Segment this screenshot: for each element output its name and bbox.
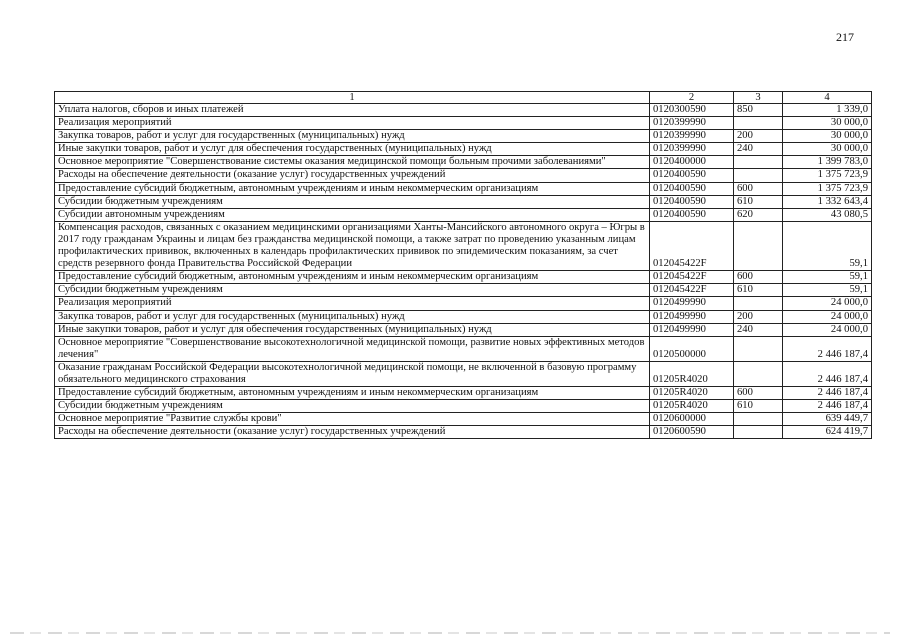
header-type: 3 xyxy=(734,92,783,104)
row-type-cell xyxy=(734,426,783,439)
header-code: 2 xyxy=(650,92,734,104)
table-row xyxy=(55,297,872,310)
row-name-cell: Основное мероприятие "Развитие службы крови" xyxy=(55,413,650,426)
row-type-cell xyxy=(734,361,783,386)
row-type-cell: 610 xyxy=(734,400,783,413)
row-name-cell: Субсидии бюджетным учреждениям xyxy=(55,284,650,297)
table-row xyxy=(55,400,872,413)
row-name-cell: Реализация мероприятий xyxy=(55,117,650,130)
row-sum-cell: 1 332 643,4 xyxy=(783,195,872,208)
row-type-cell xyxy=(734,169,783,182)
table-row xyxy=(55,361,872,386)
row-type-cell xyxy=(734,117,783,130)
row-name-cell: Предоставление субсидий бюджетным, автономным учреждениям и иным некоммерческим организациям xyxy=(55,271,650,284)
table-row xyxy=(55,169,872,182)
row-sum-cell: 2 446 187,4 xyxy=(783,400,872,413)
row-sum-cell: 24 000,0 xyxy=(783,310,872,323)
row-name-cell: Субсидии автономным учреждениям xyxy=(55,208,650,221)
row-sum-cell: 59,1 xyxy=(783,221,872,270)
row-code-cell: 0120499990 xyxy=(650,310,734,323)
budget-table xyxy=(54,91,872,439)
table-row xyxy=(55,208,872,221)
row-type-cell: 200 xyxy=(734,130,783,143)
page-number: 217 xyxy=(836,30,854,44)
row-name-cell: Закупка товаров, работ и услуг для государственных (муниципальных) нужд xyxy=(55,130,650,143)
row-sum-cell: 624 419,7 xyxy=(783,426,872,439)
row-sum-cell: 1 375 723,9 xyxy=(783,182,872,195)
row-sum-cell: 1 375 723,9 xyxy=(783,169,872,182)
row-name-cell: Уплата налогов, сборов и иных платежей xyxy=(55,104,650,117)
row-code-cell: 0120600000 xyxy=(650,413,734,426)
row-sum-cell: 639 449,7 xyxy=(783,413,872,426)
table-body xyxy=(55,104,872,439)
row-sum-cell: 43 080,5 xyxy=(783,208,872,221)
table-row xyxy=(55,323,872,336)
row-type-cell xyxy=(734,156,783,169)
row-code-cell: 01205R4020 xyxy=(650,387,734,400)
row-code-cell: 0120400590 xyxy=(650,208,734,221)
row-code-cell: 0120399990 xyxy=(650,130,734,143)
row-type-cell: 610 xyxy=(734,195,783,208)
row-sum-cell: 2 446 187,4 xyxy=(783,387,872,400)
row-code-cell: 0120399990 xyxy=(650,117,734,130)
table-row xyxy=(55,143,872,156)
row-sum-cell: 2 446 187,4 xyxy=(783,336,872,361)
row-name-cell: Субсидии бюджетным учреждениям xyxy=(55,400,650,413)
row-name-cell: Реализация мероприятий xyxy=(55,297,650,310)
row-type-cell: 200 xyxy=(734,310,783,323)
row-type-cell xyxy=(734,336,783,361)
row-code-cell: 0120300590 xyxy=(650,104,734,117)
row-sum-cell: 59,1 xyxy=(783,284,872,297)
row-code-cell: 012045422F xyxy=(650,271,734,284)
table-header-row xyxy=(55,92,872,104)
row-name-cell: Иные закупки товаров, работ и услуг для обеспечения государственных (муниципальных) нужд xyxy=(55,143,650,156)
header-sum: 4 xyxy=(783,92,872,104)
table-row xyxy=(55,284,872,297)
row-sum-cell: 1 399 783,0 xyxy=(783,156,872,169)
row-name-cell: Субсидии бюджетным учреждениям xyxy=(55,195,650,208)
row-code-cell: 0120400590 xyxy=(650,195,734,208)
row-type-cell: 600 xyxy=(734,182,783,195)
row-code-cell: 0120399990 xyxy=(650,143,734,156)
row-name-cell: Закупка товаров, работ и услуг для государственных (муниципальных) нужд xyxy=(55,310,650,323)
row-sum-cell: 24 000,0 xyxy=(783,323,872,336)
table-row xyxy=(55,195,872,208)
row-type-cell: 620 xyxy=(734,208,783,221)
row-type-cell xyxy=(734,297,783,310)
table-row xyxy=(55,387,872,400)
row-name-cell: Расходы на обеспечение деятельности (оказание услуг) государственных учреждений xyxy=(55,426,650,439)
table-row xyxy=(55,271,872,284)
row-code-cell: 01205R4020 xyxy=(650,400,734,413)
row-code-cell: 012045422F xyxy=(650,284,734,297)
row-name-cell: Основное мероприятие "Совершенствование системы оказания медицинской помощи больным прочими заболеваниями" xyxy=(55,156,650,169)
row-name-cell: Предоставление субсидий бюджетным, автономным учреждениям и иным некоммерческим организациям xyxy=(55,387,650,400)
row-code-cell: 0120499990 xyxy=(650,323,734,336)
row-code-cell: 0120400590 xyxy=(650,182,734,195)
row-code-cell: 0120400590 xyxy=(650,169,734,182)
row-sum-cell: 30 000,0 xyxy=(783,117,872,130)
row-name-cell: Иные закупки товаров, работ и услуг для обеспечения государственных (муниципальных) нужд xyxy=(55,323,650,336)
table-row xyxy=(55,221,872,270)
header-name: 1 xyxy=(55,92,650,104)
row-name-cell: Оказание гражданам Российской Федерации высокотехнологичной медицинской помощи, не включенной в базовую программу обязательного медицинского страхования xyxy=(55,361,650,386)
row-name-cell: Основное мероприятие "Совершенствование высокотехнологичной медицинской помощи, развитие новых эффективных методов лечения" xyxy=(55,336,650,361)
row-sum-cell: 1 339,0 xyxy=(783,104,872,117)
row-name-cell: Расходы на обеспечение деятельности (оказание услуг) государственных учреждений xyxy=(55,169,650,182)
table-row xyxy=(55,426,872,439)
table-row xyxy=(55,336,872,361)
row-code-cell: 0120400000 xyxy=(650,156,734,169)
row-code-cell: 012045422F xyxy=(650,221,734,270)
row-sum-cell: 2 446 187,4 xyxy=(783,361,872,386)
table-row xyxy=(55,117,872,130)
row-type-cell xyxy=(734,221,783,270)
row-sum-cell: 30 000,0 xyxy=(783,130,872,143)
row-type-cell: 240 xyxy=(734,143,783,156)
row-code-cell: 0120499990 xyxy=(650,297,734,310)
row-code-cell: 0120600590 xyxy=(650,426,734,439)
table-row xyxy=(55,182,872,195)
row-type-cell: 600 xyxy=(734,271,783,284)
row-type-cell: 600 xyxy=(734,387,783,400)
table-row xyxy=(55,310,872,323)
row-name-cell: Компенсация расходов, связанных с оказанием медицинскими организациями Ханты-Мансийского автономного округа – Югры в 2017 году гражданам Украины и лицам без гражданства медицинской помощи, а также затрат по проведению указанным лицам профилактических прививок, включенных в календарь профилактических прививок по эпидемическим показаниям, за счет средств резервного фонда Правительства Российской Федерации xyxy=(55,221,650,270)
row-type-cell xyxy=(734,413,783,426)
table-row xyxy=(55,413,872,426)
row-code-cell: 0120500000 xyxy=(650,336,734,361)
row-sum-cell: 59,1 xyxy=(783,271,872,284)
row-type-cell: 240 xyxy=(734,323,783,336)
row-sum-cell: 24 000,0 xyxy=(783,297,872,310)
row-code-cell: 01205R4020 xyxy=(650,361,734,386)
row-type-cell: 610 xyxy=(734,284,783,297)
row-sum-cell: 30 000,0 xyxy=(783,143,872,156)
row-name-cell: Предоставление субсидий бюджетным, автономным учреждениям и иным некоммерческим организациям xyxy=(55,182,650,195)
table-row xyxy=(55,104,872,117)
scan-artifact-line xyxy=(10,632,890,634)
table-row xyxy=(55,156,872,169)
row-type-cell: 850 xyxy=(734,104,783,117)
table-row xyxy=(55,130,872,143)
